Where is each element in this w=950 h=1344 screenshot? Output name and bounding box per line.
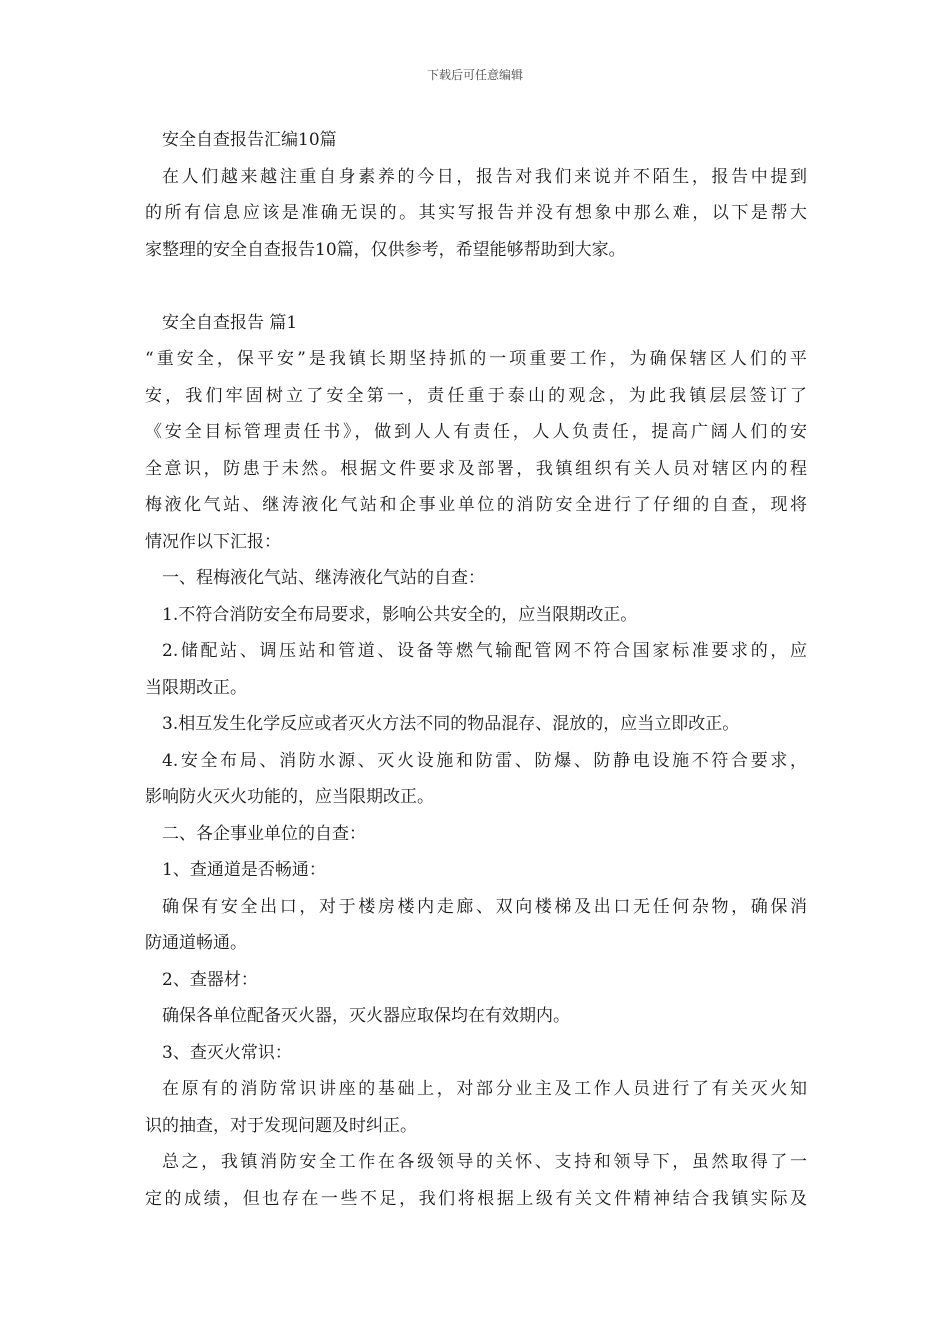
paragraph-line: 全意识，防患于未然。根据文件要求及部署，我镇组织有关人员对辖区内的程 [145, 458, 807, 479]
subsection-heading: 一、程梅液化气站、继涛液化气站的自查： [162, 568, 485, 588]
paragraph-line: 家整理的安全自查报告10篇，仅供参考，希望能够帮助到大家。 [145, 239, 626, 260]
paragraph-line: 在人们越来越注重自身素养的今日，报告对我们来说并不陌生，报告中提到 [162, 166, 807, 187]
paragraph-line: 情况作以下汇报： [145, 531, 281, 552]
paragraph-line: 定的成绩，但也存在一些不足，我们将根据上级有关文件精神结合我镇实际及 [145, 1188, 807, 1209]
list-item-continuation: 影响防火灭火功能的，应当限期改正。 [145, 787, 434, 807]
subsection-heading: 二、各企事业单位的自查： [162, 823, 366, 844]
paragraph-line: “重安全，保平安”是我镇长期坚持抓的一项重要工作，为确保辖区人们的平 [145, 349, 807, 369]
list-item: 4.安全布局、消防水源、灭火设施和防雷、防爆、防静电设施不符合要求， [162, 750, 807, 771]
paragraph-line: 确保有安全出口，对于楼房楼内走廊、双向楼梯及出口无任何杂物，确保消 [162, 896, 807, 917]
document-body [145, 122, 807, 1217]
list-item: 2.储配站、调压站和管道、设备等燃气输配管网不符合国家标准要求的，应 [162, 641, 807, 661]
list-item: 3.相互发生化学反应或者灭火方法不同的物品混存、混放的，应当立即改正。 [162, 714, 740, 734]
paragraph-line: 确保各单位配备灭火器，灭火器应取保均在有效期内。 [162, 1006, 570, 1026]
paragraph-line: 防通道畅通。 [145, 933, 247, 953]
list-item: 3、查灭火常识： [162, 1042, 292, 1063]
blank-line [145, 268, 807, 305]
paragraph-line: 安，我们牢固树立了安全第一，责任重于泰山的观念，为此我镇层层签订了 [145, 385, 807, 406]
paragraph-line: 总之，我镇消防安全工作在各级领导的关怀、支持和领导下，虽然取得了一 [162, 1152, 807, 1172]
paragraph-line: 《安全目标管理责任书》，做到人人有责任，人人负责任，提高广阔人们的安 [145, 422, 807, 442]
list-item: 1、查通道是否畅通： [162, 860, 326, 880]
paragraph-line: 识的抽查，对于发现问题及时纠正。 [145, 1115, 417, 1136]
paragraph-line: 在原有的消防常识讲座的基础上，对部分业主及工作人员进行了有关灭火知 [162, 1079, 807, 1099]
paragraph-line: 梅液化气站、继涛液化气站和企事业单位的消防安全进行了仔细的自查，现将 [145, 495, 807, 515]
list-item: 1.不符合消防安全布局要求，影响公共安全的，应当限期改正。 [162, 604, 638, 625]
list-item-continuation: 当限期改正。 [145, 677, 247, 698]
list-item: 2、查器材： [162, 969, 258, 990]
page-header: 下载后可任意编辑 [426, 68, 523, 82]
paragraph-line: 的所有信息应该是准确无误的。其实写报告并没有想象中那么难，以下是帮大 [145, 203, 807, 223]
document-title: 安全自查报告汇编10篇 [162, 130, 337, 150]
section-heading: 安全自查报告 篇1 [162, 312, 298, 333]
